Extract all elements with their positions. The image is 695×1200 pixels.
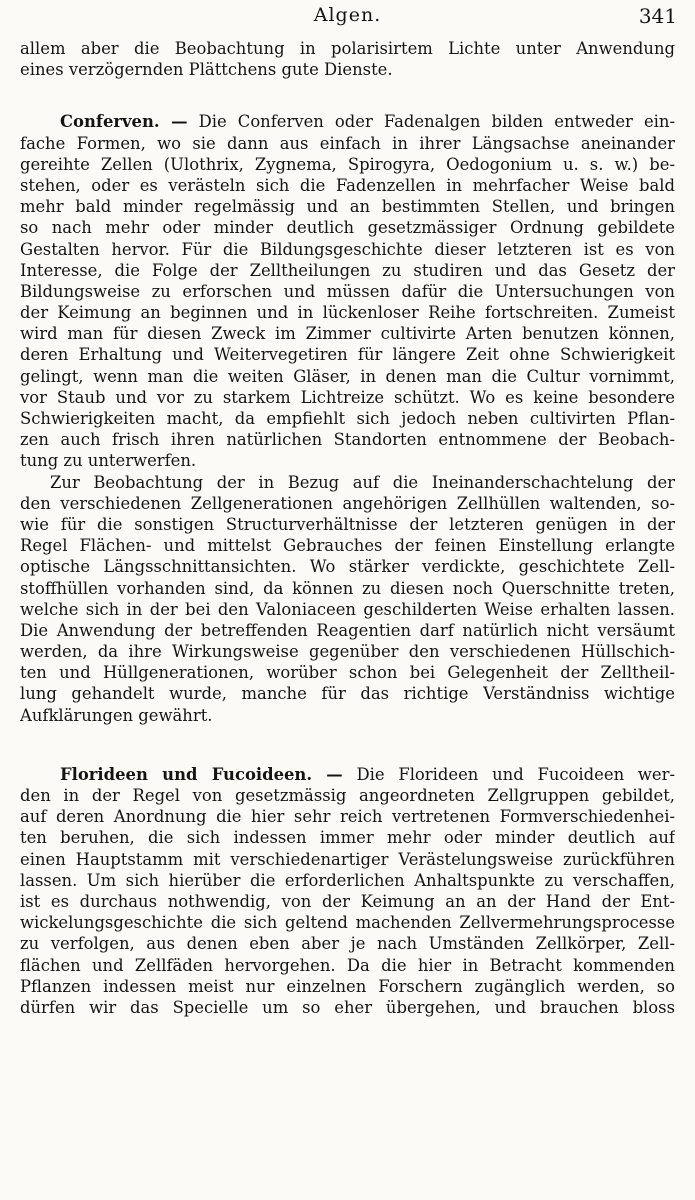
text-line: Aufklärungen gewährt.	[20, 705, 213, 725]
text-line: Gestalten hervor. Für die Bildungsgeschichte dieser letzteren ist es von	[20, 239, 675, 259]
text-line: Interesse, die Folge der Zelltheilungen zu studiren und das Gesetz der	[20, 260, 675, 280]
text-line: der Keimung an beginnen und in lückenloser Reihe fortschreiten. Zumeist	[20, 303, 675, 323]
text-line: ten beruhen, die sich indessen immer mehr oder minder deutlich auf	[20, 828, 675, 848]
text-line: tung zu unterwerfen.	[20, 451, 197, 471]
text-line: Die Anwendung der betreffenden Reagentien darf natürlich nicht versäumt	[20, 620, 675, 640]
body-text	[20, 38, 675, 1018]
first-line-text: Die Florideen und Fucoideen wer-	[356, 764, 675, 784]
section-gap	[20, 726, 675, 764]
page-header	[0, 4, 695, 38]
page-number: 341	[638, 4, 677, 28]
text-line: lassen. Um sich hierüber die erforderlichen Anhaltspunkte zu verschaffen,	[20, 870, 675, 890]
text-line: wird man für diesen Zweck im Zimmer cultivirte Arten benutzen können,	[20, 324, 675, 344]
text-line: gereihte Zellen (Ulothrix, Zygnema, Spirogyra, Oedogonium u. s. w.) be-	[20, 154, 675, 174]
text-line: einen Hauptstamm mit verschiedenartiger Verästelungsweise zurückführen	[20, 849, 675, 869]
section-first-line	[20, 764, 675, 785]
section-heading-florideen: Florideen und Fucoideen. —	[60, 764, 343, 784]
text-line: eines verzögernden Plättchens gute Dienste.	[20, 60, 393, 80]
section-gap	[20, 80, 675, 111]
text-line: zu verfolgen, aus denen eben aber je nach Umständen Zellkörper, Zell-	[20, 934, 675, 954]
text-line: Pflanzen indessen meist nur einzelnen Forschern zugänglich werden, so	[20, 976, 675, 996]
text-line: lung gehandelt wurde, manche für das richtige Verständniss wichtige	[20, 684, 675, 704]
text-line: ist es durchaus nothwendig, von der Keimung an an der Hand der Ent-	[20, 891, 675, 911]
text-line: deren Erhaltung und Weitervegetiren für längere Zeit ohne Schwierigkeit	[20, 345, 675, 365]
text-line: optische Längsschnittansichten. Wo stärker verdickte, geschichtete Zell-	[20, 557, 675, 577]
text-line: zen auch frisch ihren natürlichen Standorten entnommene der Beobach-	[20, 430, 675, 450]
zellhuellen-paragraph	[20, 472, 675, 726]
section-first-line	[20, 111, 675, 132]
text-line: Schwierigkeiten macht, da empfiehlt sich jedoch neben cultivirten Pflan-	[20, 409, 675, 428]
section-heading-conferven: Conferven. —	[60, 112, 188, 132]
text-line: Bildungsweise zu erforschen und müssen dafür die Untersuchungen von	[20, 281, 675, 301]
text-line: den verschiedenen Zellgenerationen angehörigen Zellhüllen waltenden, so-	[20, 493, 675, 513]
text-line: den in der Regel von gesetzmässig angeordneten Zellgruppen gebildet,	[20, 786, 675, 805]
running-title: Algen.	[313, 4, 382, 26]
text-line: wickelungsgeschichte die sich geltend machenden Zellvermehrungsprocesse	[20, 913, 675, 933]
text-line: werden, da ihre Wirkungsweise gegenüber den verschiedenen Hüllschich-	[20, 642, 675, 662]
text-line: auf deren Anordnung die hier sehr reich vertretenen Formverschiedenhei-	[20, 807, 675, 827]
first-line-text: Die Conferven oder Fadenalgen bilden entweder ein-	[198, 112, 675, 132]
text-line: mehr bald minder regelmässig und an bestimmten Stellen, und bringen	[20, 197, 675, 217]
text-line: dürfen wir das Specielle um so eher übergehen, und brauchen bloss	[20, 997, 675, 1017]
text-line: ten und Hüllgenerationen, worüber schon bei Gelegenheit der Zelltheil-	[20, 663, 675, 683]
text-line: vor Staub und vor zu starkem Lichtreize schützt. Wo es keine besondere	[20, 387, 675, 407]
text-line: gelingt, wenn man die weiten Gläser, in denen man die Cultur vornimmt,	[20, 366, 675, 386]
text-line: so nach mehr oder minder deutlich gesetzmässiger Ordnung gebildete	[20, 218, 675, 238]
text-line: Regel Flächen- und mittelst Gebrauches der feinen Einstellung erlangte	[20, 536, 675, 556]
text-line: allem aber die Beobachtung in polarisirtem Lichte unter Anwendung	[20, 39, 675, 58]
florideen-section	[20, 764, 675, 1018]
conferven-section	[20, 111, 675, 471]
text-line: flächen und Zellfäden hervorgehen. Da die hier in Betracht kommenden	[20, 955, 675, 975]
intro-paragraph	[20, 38, 675, 80]
text-line: welche sich in der bei den Valoniaceen geschilderten Weise erhalten lassen.	[20, 599, 675, 619]
text-line: wie für die sonstigen Structurverhältnisse der letzteren genügen in der	[20, 514, 675, 534]
text-line: stoffhüllen vorhanden sind, da können zu diesen noch Querschnitte treten,	[20, 578, 675, 598]
paragraph-first-line: Zur Beobachtung der in Bezug auf die Ineinanderschachtelung der	[50, 472, 675, 492]
text-line: fache Formen, wo sie dann aus einfach in ihrer Längsachse aneinander	[20, 133, 675, 153]
text-line: stehen, oder es verästeln sich die Fadenzellen in mehrfacher Weise bald	[20, 175, 675, 195]
